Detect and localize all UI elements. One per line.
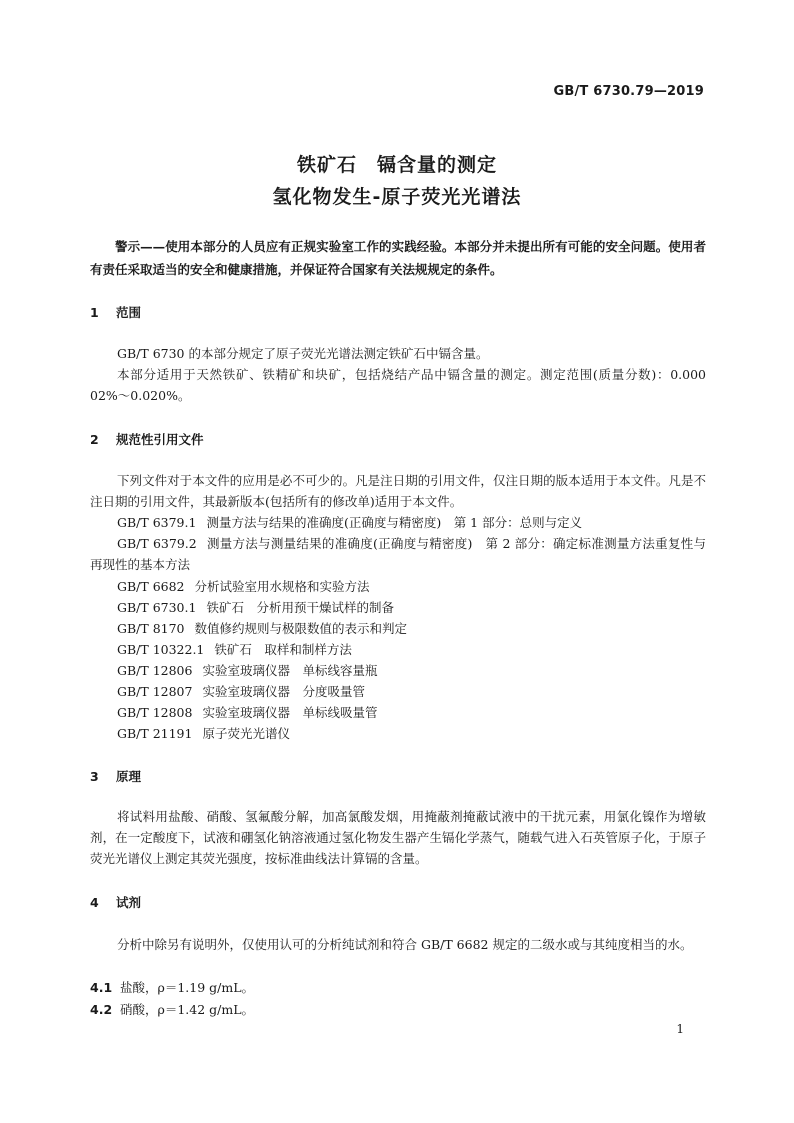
section-title: 范围	[116, 305, 142, 320]
reference-title: 铁矿石 分析用预干燥试样的制备	[206, 600, 394, 615]
scope-paragraph-1: GB/T 6730 的本部分规定了原子荧光光谱法测定铁矿石中镉含量。	[117, 346, 489, 361]
reference-item	[117, 512, 582, 533]
section-heading-principle	[90, 767, 141, 787]
section-number: 1	[90, 305, 99, 320]
scope-paragraph-2: 本部分适用于天然铁矿、铁精矿和块矿，包括烧结产品中镉含量的测定。测定范围(质量分数)：0.000 02%～0.020%。	[90, 367, 706, 403]
reference-item	[117, 597, 394, 618]
reference-code: GB/T 6379.1	[117, 515, 197, 530]
reference-title: 测量方法与测量结果的准确度(正确度与精密度) 第 2 部分：确定标准测量方法重复性与再现性的基本方法	[90, 536, 706, 572]
reagent-number: 4.2	[90, 1002, 113, 1017]
reference-item	[90, 533, 706, 575]
reference-title: 实验室玻璃仪器 单标线吸量管	[202, 705, 378, 720]
section-number: 2	[90, 432, 99, 447]
reference-title: 铁矿石 取样和制样方法	[214, 642, 352, 657]
reference-title: 测量方法与结果的准确度(正确度与精密度) 第 1 部分：总则与定义	[206, 515, 583, 530]
reference-code: GB/T 21191	[117, 726, 193, 741]
warning-paragraph: 警示——使用本部分的人员应有正规实验室工作的实践经验。本部分并未提出所有可能的安全问题。使用者有责任采取适当的安全和健康措施，并保证符合国家有关法规规定的条件。	[90, 239, 706, 277]
reference-title: 实验室玻璃仪器 单标线容量瓶	[202, 663, 378, 678]
reference-item	[117, 618, 407, 639]
reference-title: 分析试验室用水规格和实验方法	[194, 579, 370, 594]
reference-code: GB/T 10322.1	[117, 642, 205, 657]
reference-item	[117, 702, 377, 723]
section-title: 试剂	[116, 895, 142, 910]
reagents-paragraph: 分析中除另有说明外，仅使用认可的分析纯试剂和符合 GB/T 6682 规定的二级水或与其纯度相当的水。	[117, 937, 693, 952]
reference-item	[117, 576, 370, 597]
page-number: 1	[676, 1022, 684, 1036]
reagent-text: 硝酸，ρ＝1.42 g/mL。	[120, 1002, 255, 1017]
reference-title: 原子荧光光谱仪	[202, 726, 290, 741]
section-heading-scope	[90, 303, 141, 323]
principle-paragraph: 将试料用盐酸、硝酸、氢氟酸分解，加高氯酸发烟，用掩蔽剂掩蔽试液中的干扰元素，用氯化镍作为增敏剂，在一定酸度下，试液和硼氢化钠溶液通过氢化物发生器产生镉化学蒸气，随载气进入石英管原子化，于原子荧光光谱仪上测定其荧光强度，按标准曲线法计算镉的含量。	[90, 809, 706, 866]
reference-item	[117, 639, 352, 660]
section-number: 3	[90, 769, 99, 784]
reference-code: GB/T 12806	[117, 663, 193, 678]
title-line-2: 氢化物发生-原子荧光光谱法	[272, 186, 522, 208]
reference-item	[117, 681, 365, 702]
reference-title: 实验室玻璃仪器 分度吸量管	[202, 684, 365, 699]
section-number: 4	[90, 895, 99, 910]
reagent-item	[90, 999, 254, 1020]
reference-code: GB/T 6682	[117, 579, 185, 594]
normative-intro: 下列文件对于本文件的应用是必不可少的。凡是注日期的引用文件，仅注日期的版本适用于本文件。凡是不注日期的引用文件，其最新版本(包括所有的修改单)适用于本文件。	[90, 473, 706, 509]
section-heading-reagents	[90, 893, 141, 913]
reference-item	[117, 723, 290, 744]
section-title: 规范性引用文件	[116, 432, 204, 447]
reference-code: GB/T 12808	[117, 705, 193, 720]
standard-id: GB/T 6730.79—2019	[553, 84, 704, 99]
reagent-text: 盐酸，ρ＝1.19 g/mL。	[120, 980, 255, 995]
reference-code: GB/T 6379.2	[117, 536, 197, 551]
reference-item	[117, 660, 377, 681]
reagent-item	[90, 977, 254, 998]
section-heading-normative	[90, 430, 204, 450]
title-line-1: 铁矿石 镉含量的测定	[296, 154, 497, 176]
reference-title: 数值修约规则与极限数值的表示和判定	[194, 621, 408, 636]
reagent-number: 4.1	[90, 980, 113, 995]
reference-code: GB/T 6730.1	[117, 600, 197, 615]
section-title: 原理	[116, 769, 142, 784]
reference-code: GB/T 12807	[117, 684, 193, 699]
reference-code: GB/T 8170	[117, 621, 185, 636]
